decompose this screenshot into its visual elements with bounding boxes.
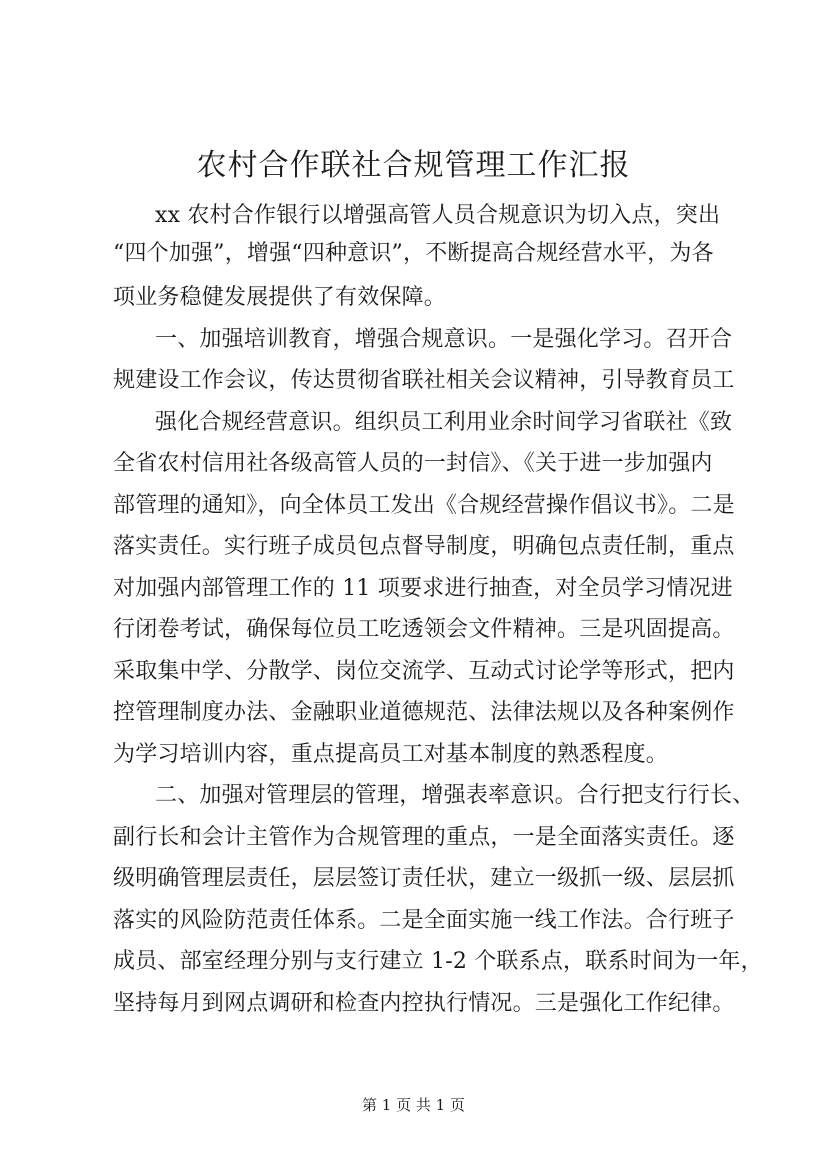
body-line: 部管理的通知》，向全体员工发出《合规经营操作倡议书》。二是: [113, 493, 735, 518]
body-line: xx 农村合作银行以增强高管人员合规意识为切入点，突出: [155, 203, 721, 228]
body-line: 规建设工作会议，传达贯彻省联社相关会议精神，引导教育员工: [113, 368, 735, 393]
body-line: 落实责任。实行班子成员包点督导制度，明确包点责任制，重点: [113, 534, 735, 559]
body-line: 采取集中学、分散学、岗位交流学、互动式讨论学等形式，把内: [113, 659, 735, 684]
body-line: 项业务稳健发展提供了有效保障。: [113, 285, 447, 310]
body-line: 行闭卷考试，确保每位员工吃透领会文件精神。三是巩固提高。: [113, 617, 735, 642]
page-number-footer: 第 1 页 共 1 页: [362, 1096, 465, 1114]
body-line: 落实的风险防范责任体系。二是全面实施一线工作法。合行班子: [113, 908, 735, 933]
body-line: 成员、部室经理分别与支行建立 1-2 个联系点，联系时间为一年，: [113, 949, 763, 974]
body-line: 强化合规经营意识。组织员工利用业余时间学习省联社《致: [155, 410, 733, 435]
body-line: 级明确管理层责任，层层签订责任状，建立一级抓一级、层层抓: [113, 866, 735, 891]
body-line: 一、加强培训教育，增强合规意识。一是强化学习。召开合: [155, 327, 733, 352]
body-line: 坚持每月到网点调研和检查内控执行情况。三是强化工作纪律。: [113, 991, 735, 1016]
body-line: 为学习培训内容，重点提高员工对基本制度的熟悉程度。: [113, 742, 669, 767]
document-title: 农村合作联社合规管理工作汇报: [196, 148, 631, 183]
body-line: “四个加强”，增强“四种意识”，不断提高合规经营水平，为各: [113, 241, 714, 266]
body-line: 对加强内部管理工作的 11 项要求进行抽查，对全员学习情况进: [113, 576, 733, 601]
body-line: 控管理制度办法、金融职业道德规范、法律法规以及各种案例作: [113, 700, 735, 725]
body-line: 副行长和会计主管作为合规管理的重点，一是全面落实责任。逐: [113, 825, 735, 850]
body-line: 全省农村信用社各级高管人员的一封信》、《关于进一步加强内: [113, 451, 713, 476]
body-line: 二、加强对管理层的管理，增强表率意识。合行把支行行长、: [155, 783, 755, 808]
